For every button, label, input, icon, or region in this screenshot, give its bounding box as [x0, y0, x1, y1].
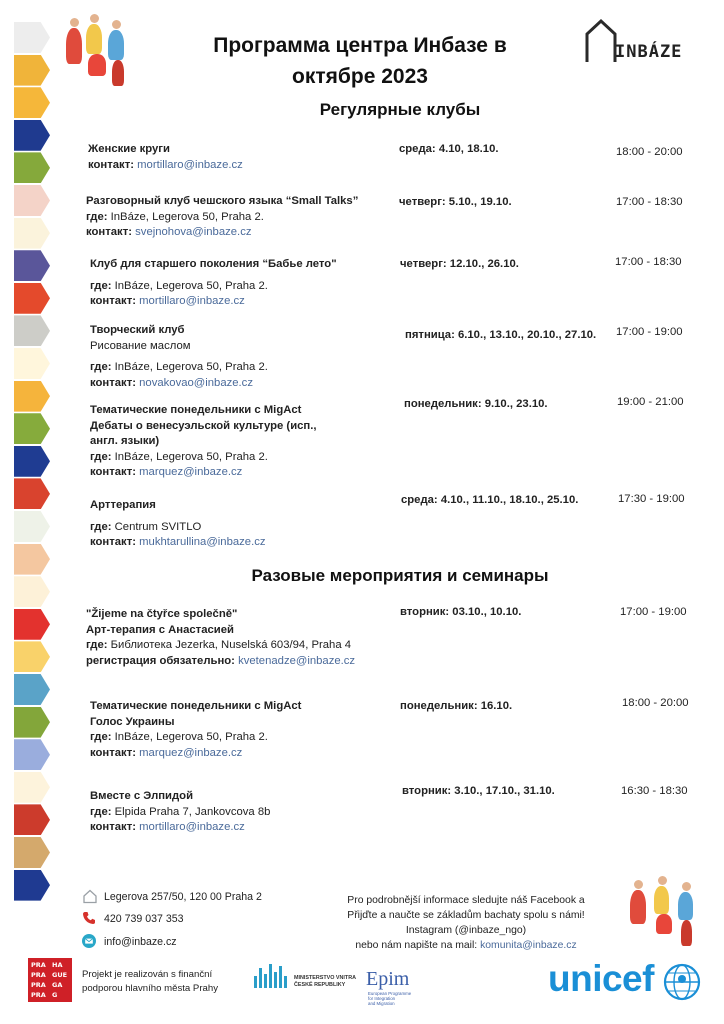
- where-label: где:: [90, 805, 112, 818]
- ribbon-arrow: [14, 609, 50, 640]
- inbaze-logo: [584, 18, 704, 64]
- ribbon-arrow: [14, 576, 50, 607]
- event-name-line-3: англ. языки): [90, 435, 160, 447]
- contact-label: контакт:: [90, 295, 136, 307]
- contact-label: контакт:: [90, 821, 136, 833]
- praha-letter: PRA: [31, 991, 46, 999]
- contact-email[interactable]: marquez@inbaze.cz: [139, 746, 243, 759]
- ribbon-arrow: [14, 381, 50, 412]
- event-time: 17:00 - 19:00: [616, 326, 683, 338]
- dancers-illustration-top: [62, 14, 142, 90]
- project-funding-line-2: podporou hlavního města Prahy: [82, 983, 218, 994]
- praha-logo: [28, 958, 72, 1002]
- event-place: InBáze, Legerova 50, Praha 2.: [110, 210, 264, 223]
- epim-word: Epim: [366, 968, 410, 990]
- where-label: где:: [86, 639, 108, 651]
- contact-label: контакт:: [90, 376, 136, 389]
- event-place: InBáze, Legerova 50, Praha 2.: [114, 361, 268, 373]
- contact-email[interactable]: novakovao@inbaze.cz: [139, 376, 253, 389]
- praha-letter: PRA: [31, 961, 46, 969]
- page-title: [160, 30, 560, 92]
- ribbon-arrow: [14, 348, 50, 379]
- event-creative-club: [90, 323, 268, 391]
- event-time: 16:30 - 18:30: [621, 785, 688, 797]
- praha-letter: GUE: [52, 971, 68, 979]
- where-label: где:: [86, 210, 108, 223]
- event-date: четверг: 5.10., 19.10.: [399, 196, 512, 208]
- event-time: 17:00 - 18:30: [616, 196, 683, 208]
- event-date: четверг: 12.10., 26.10.: [400, 258, 519, 270]
- ribbon-arrow: [14, 511, 50, 542]
- where-label: где:: [90, 361, 112, 373]
- event-place: InBáze, Legerova 50, Praha 2.: [114, 450, 268, 463]
- event-place: InBáze, Legerova 50, Praha 2.: [114, 731, 268, 743]
- contact-label: контакт:: [90, 466, 136, 478]
- contact-email[interactable]: marquez@inbaze.cz: [139, 466, 243, 478]
- footer-address: Legerova 257/50, 120 00 Praha 2: [104, 891, 262, 903]
- event-time: 19:00 - 21:00: [617, 396, 684, 408]
- community-email[interactable]: komunita@inbaze.cz: [480, 940, 577, 951]
- contact-label: контакт:: [88, 158, 134, 171]
- event-place: Centrum SVITLO: [114, 520, 202, 533]
- event-place: Elpida Praha 7, Jankovcova 8b: [114, 805, 271, 818]
- event-name: Арттерапия: [90, 499, 156, 511]
- ribbon-arrow: [14, 152, 50, 183]
- event-date: среда: 4.10., 11.10., 18.10., 25.10.: [401, 494, 579, 506]
- ribbon-arrow: [14, 185, 50, 216]
- footer-phone: 420 739 037 353: [104, 913, 184, 925]
- contact-label: контакт:: [90, 746, 136, 759]
- event-time: 17:00 - 18:30: [615, 256, 682, 268]
- ministry-line-1: MINISTERSTVO VNITRA: [294, 975, 356, 981]
- page-title-line-1: Программа центра Инбазе в: [213, 34, 507, 57]
- ribbon-arrow: [14, 446, 50, 477]
- footer-email[interactable]: info@inbaze.cz: [104, 936, 177, 948]
- event-name: Творческий клуб: [90, 324, 185, 336]
- event-name-line-2: Арт-терапия с Анастасией: [86, 623, 234, 636]
- contact-label: контакт:: [90, 536, 136, 548]
- footer-info: [330, 893, 602, 953]
- logo-text: INBÁZE: [615, 42, 683, 62]
- ribbon-arrow: [14, 804, 50, 835]
- event-date: среда: 4.10, 18.10.: [399, 143, 499, 155]
- event-time: 17:30 - 19:00: [618, 493, 685, 505]
- event-name: Клуб для старшего поколения “Бабье лето": [90, 258, 337, 270]
- event-time: 17:00 - 19:00: [620, 606, 687, 618]
- event-name: "Žijeme na čtyřce společně": [86, 608, 238, 620]
- page-title-line-2: октябре 2023: [292, 65, 428, 88]
- praha-letter: PRA: [31, 971, 46, 979]
- ribbon-arrow: [14, 283, 50, 314]
- ribbon-arrow: [14, 250, 50, 281]
- event-time: 18:00 - 20:00: [616, 146, 683, 158]
- event-women-circles: [88, 142, 243, 173]
- contact-email[interactable]: svejnohova@inbaze.cz: [135, 226, 252, 238]
- unicef-logo: [548, 958, 706, 1006]
- ribbon-arrow: [14, 218, 50, 249]
- event-date: вторник: 03.10., 10.10.: [400, 606, 522, 618]
- ribbon-arrow: [14, 641, 50, 672]
- event-date: понедельник: 9.10., 23.10.: [404, 398, 548, 410]
- section-title-oneoff: Разовые мероприятия и семинары: [251, 566, 549, 585]
- event-migact-venezuela: [90, 403, 317, 481]
- event-name-line-2: Дебаты о венесуэльской культуре (исп.,: [90, 419, 317, 432]
- epim-line-3: and Migration: [368, 1001, 395, 1007]
- praha-letter: PRA: [31, 981, 46, 989]
- ribbon-arrow: [14, 413, 50, 444]
- event-name-line-2: Голос Украины: [90, 715, 175, 728]
- event-place: InBáze, Legerova 50, Praha 2.: [114, 279, 268, 292]
- event-elpida: [90, 789, 270, 836]
- contact-email[interactable]: mukhtarullina@inbaze.cz: [139, 536, 266, 548]
- home-icon: [82, 888, 98, 904]
- ministry-logo: [254, 964, 364, 996]
- event-time: 18:00 - 20:00: [622, 697, 689, 709]
- ministry-line-2: ČESKÉ REPUBLIKY: [294, 982, 346, 988]
- registration-email[interactable]: kvetenadze@inbaze.cz: [238, 654, 356, 667]
- ribbon-arrow: [14, 315, 50, 346]
- event-zijeme-na-ctyrce: [86, 607, 355, 669]
- event-name: Вместе с Элпидой: [90, 790, 194, 802]
- ribbon-arrow: [14, 87, 50, 118]
- ribbon-arrow: [14, 837, 50, 868]
- event-name: Тематические понедельники с MigAct: [90, 404, 302, 416]
- project-funding-line-1: Projekt je realizován s finanční: [82, 969, 213, 980]
- ribbon-arrow: [14, 544, 50, 575]
- house-icon: [584, 18, 618, 64]
- section-title-regular: Регулярные клубы: [319, 100, 481, 119]
- ribbon-arrow: [14, 120, 50, 151]
- ribbon-arrow: [14, 22, 50, 53]
- ribbon-arrow: [14, 55, 50, 86]
- footer-info-line-4: nebo nám napište na mail:: [355, 940, 481, 951]
- epim-logo: [366, 960, 436, 1007]
- event-date: понедельник: 16.10.: [400, 700, 513, 712]
- registration-label: регистрация обязательно:: [86, 654, 235, 667]
- event-date: вторник: 3.10., 17.10., 31.10.: [402, 785, 555, 797]
- where-label: где:: [90, 279, 112, 292]
- praha-letter: G: [52, 991, 58, 999]
- ribbon-arrow: [14, 739, 50, 770]
- epim-line-1: European Programme: [368, 991, 412, 996]
- event-date: пятница: 6.10., 13.10., 20.10., 27.10.: [405, 329, 597, 341]
- footer-info-line-2: Přijďte a naučte se základům bachaty spolu s námi!: [347, 910, 585, 921]
- ribbon-arrow: [14, 707, 50, 738]
- event-name: Тематические понедельники с MigAct: [90, 700, 302, 712]
- event-small-talks: [86, 194, 358, 241]
- event-place: Библиотека Jezerka, Nuselská 603/94, Praha 4: [110, 639, 352, 651]
- footer-info-line-1: Pro podrobnější informace sledujte náš Facebook a: [347, 895, 585, 906]
- globe-icon: [662, 962, 702, 1002]
- project-funding-text: [82, 968, 232, 996]
- contact-email[interactable]: mortillaro@inbaze.cz: [139, 295, 245, 307]
- where-label: где:: [90, 450, 112, 463]
- ribbon-arrow: [14, 772, 50, 803]
- ribbon-arrow: [14, 674, 50, 705]
- dancers-illustration-bottom: [628, 874, 708, 950]
- phone-icon: [82, 911, 96, 925]
- ribbon-arrow: [14, 478, 50, 509]
- ribbon-arrow: [14, 870, 50, 901]
- unicef-word: unicef: [548, 958, 654, 999]
- epim-line-2: for Integration: [368, 996, 396, 1002]
- email-icon: [82, 934, 96, 948]
- praha-letter: GA: [52, 981, 63, 989]
- event-name: Женские круги: [88, 143, 170, 155]
- footer-info-line-3: Instagram (@inbaze_ngo): [405, 925, 527, 936]
- event-subtitle: Рисование маслом: [90, 339, 191, 352]
- event-senior-club: [90, 257, 337, 310]
- event-migact-ukraine: [90, 699, 301, 761]
- contact-email[interactable]: mortillaro@inbaze.cz: [137, 158, 243, 171]
- event-art-therapy: [90, 498, 266, 551]
- praha-letter: HA: [52, 961, 63, 969]
- where-label: где:: [90, 520, 112, 533]
- contact-label: контакт:: [86, 226, 132, 238]
- where-label: где:: [90, 731, 112, 743]
- event-name: Разговорный клуб чешского языка “Small Talks”: [86, 195, 359, 207]
- arrow-ribbon: [14, 22, 54, 902]
- contact-email[interactable]: mortillaro@inbaze.cz: [139, 821, 245, 833]
